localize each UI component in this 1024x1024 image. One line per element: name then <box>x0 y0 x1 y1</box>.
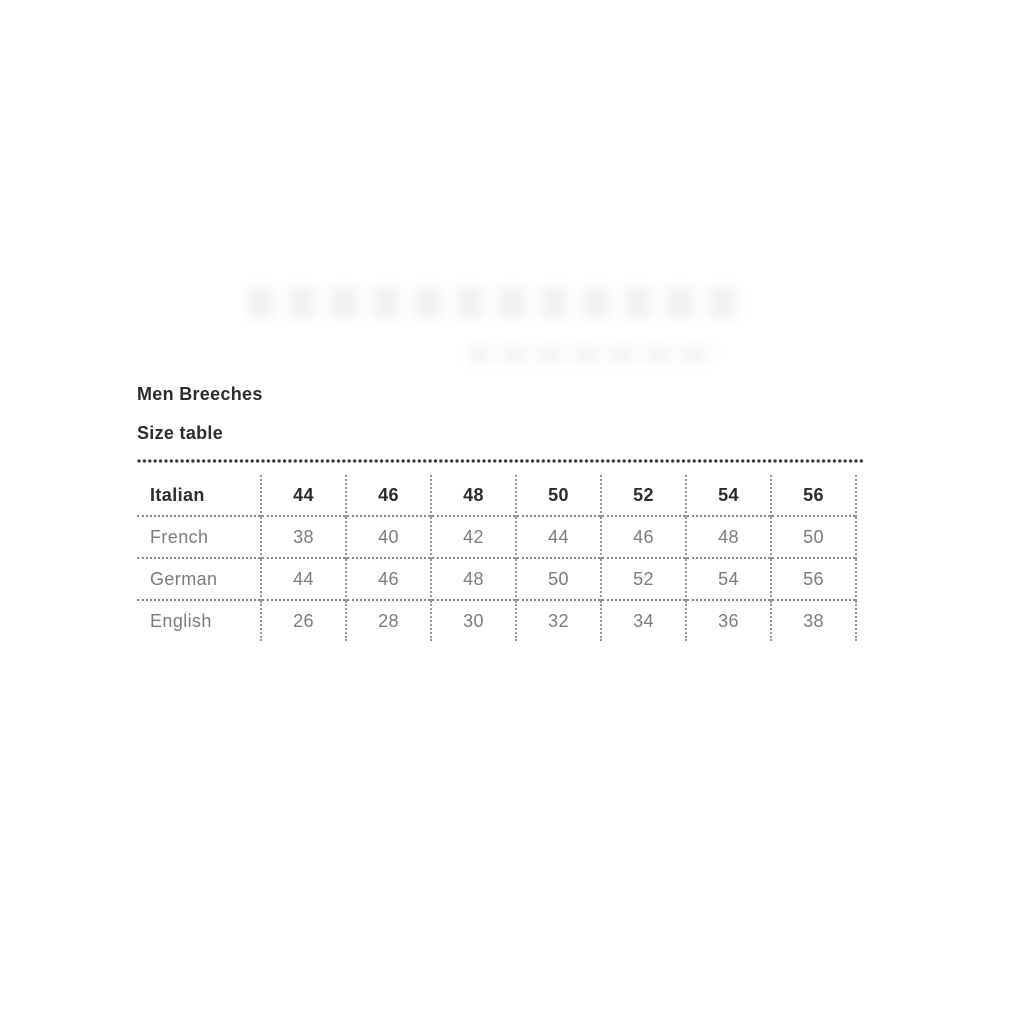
table-row-german <box>137 558 856 600</box>
size-cell: 54 <box>686 558 771 600</box>
size-cell: 34 <box>601 600 686 641</box>
size-cell: 32 <box>516 600 601 641</box>
size-cell: 50 <box>516 558 601 600</box>
size-cell: 36 <box>686 600 771 641</box>
size-cell: 54 <box>686 475 771 516</box>
faint-watermark <box>468 344 718 364</box>
size-cell: 56 <box>771 558 856 600</box>
size-cell: 50 <box>771 516 856 558</box>
row-label-english: English <box>137 600 261 641</box>
size-cell: 28 <box>346 600 431 641</box>
size-cell: 46 <box>346 558 431 600</box>
size-cell: 38 <box>261 516 346 558</box>
size-cell: 40 <box>346 516 431 558</box>
size-cell: 56 <box>771 475 856 516</box>
size-cell: 52 <box>601 558 686 600</box>
size-cell: 46 <box>601 516 686 558</box>
size-cell: 42 <box>431 516 516 558</box>
size-cell: 44 <box>516 516 601 558</box>
size-cell: 50 <box>516 475 601 516</box>
row-label-french: French <box>137 516 261 558</box>
size-cell: 46 <box>346 475 431 516</box>
page-title: Men Breeches <box>137 384 263 404</box>
table-row-french <box>137 516 856 558</box>
table-row-italian <box>137 475 856 516</box>
size-cell: 44 <box>261 475 346 516</box>
size-table <box>137 475 857 641</box>
size-cell: 30 <box>431 600 516 641</box>
row-label-italian: Italian <box>150 484 205 505</box>
dotted-divider <box>137 459 863 463</box>
size-cell: 52 <box>601 475 686 516</box>
size-cell: 48 <box>431 558 516 600</box>
size-cell: 26 <box>261 600 346 641</box>
size-table-subtitle: Size table <box>137 423 224 443</box>
size-cell: 48 <box>431 475 516 516</box>
size-cell: 44 <box>261 558 346 600</box>
table-row-english <box>137 600 856 641</box>
size-cell: 48 <box>686 516 771 558</box>
size-cell: 38 <box>771 600 856 641</box>
row-label-german: German <box>137 558 261 600</box>
faint-watermark <box>248 286 744 318</box>
